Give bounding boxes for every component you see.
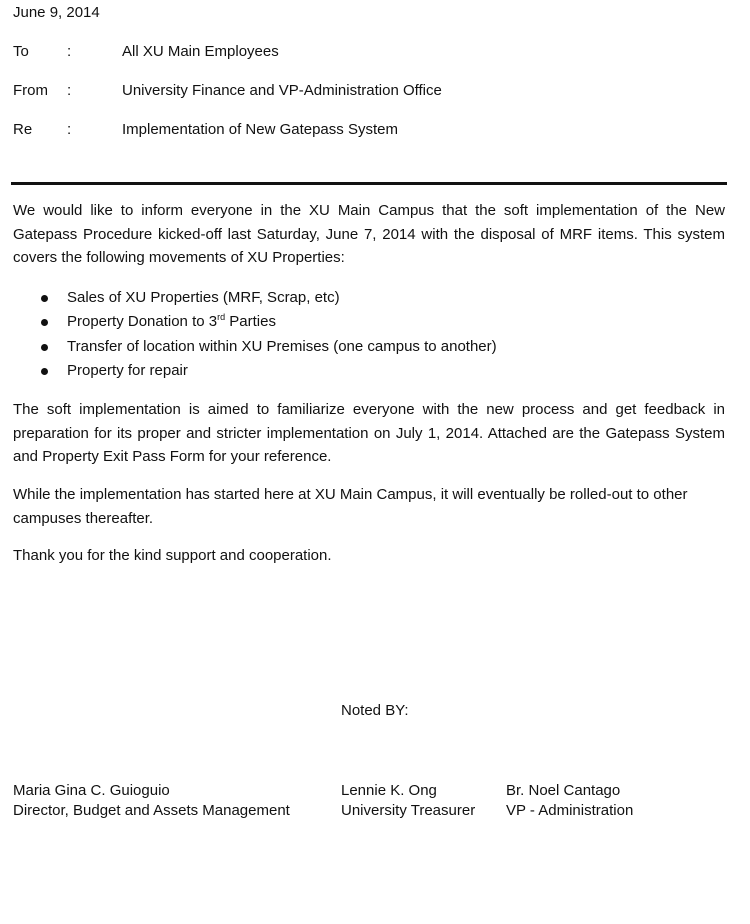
ordinal-suffix: rd bbox=[217, 312, 226, 323]
signatory-name: Maria Gina C. Guioguio bbox=[13, 782, 170, 799]
thanks-line: Thank you for the kind support and cooperation. bbox=[13, 547, 332, 564]
list-item bbox=[13, 335, 725, 359]
bullet-icon bbox=[41, 368, 48, 375]
signatory-title: VP - Administration bbox=[506, 802, 634, 819]
header-value-from: University Finance and VP-Administration Office bbox=[122, 82, 442, 99]
list-item-text: Transfer of location within XU Premises (one campus to another) bbox=[67, 337, 497, 355]
header-value-re: Implementation of New Gatepass System bbox=[122, 121, 398, 138]
header-label-from: From bbox=[13, 82, 48, 99]
movements-list bbox=[13, 286, 725, 383]
header-colon: : bbox=[67, 43, 72, 60]
rollout-paragraph: While the implementation has started here at XU Main Campus, it will eventually be rolled-out to other campuses thereafter. bbox=[13, 486, 688, 527]
signatory-title: Director, Budget and Assets Management bbox=[13, 802, 290, 819]
bullet-icon bbox=[41, 319, 48, 326]
list-item bbox=[13, 286, 725, 310]
header-colon: : bbox=[67, 82, 72, 99]
header-label-re: Re bbox=[13, 121, 33, 138]
signatory-name: Br. Noel Cantago bbox=[506, 782, 621, 799]
header-label-to: To bbox=[13, 43, 29, 60]
list-item-text: Sales of XU Properties (MRF, Scrap, etc) bbox=[67, 289, 340, 306]
list-item-text: Property for repair bbox=[67, 361, 188, 379]
bullet-icon bbox=[41, 295, 48, 302]
memo-date: June 9, 2014 bbox=[13, 4, 100, 21]
header-colon: : bbox=[67, 121, 72, 138]
header-divider bbox=[11, 182, 727, 185]
header-value-to: All XU Main Employees bbox=[122, 43, 279, 60]
bullet-icon bbox=[41, 344, 48, 351]
list-item-text: Property Donation to 3rd Parties bbox=[67, 312, 276, 331]
signatory-name: Lennie K. Ong bbox=[341, 782, 437, 799]
intro-paragraph: We would like to inform everyone in the XU Main Campus that the soft implementation of the New Gatepass Procedure kicked-off last Saturday, June 7, 2014 with the disposal of MRF items. This system covers the following movements of XU Properties: bbox=[13, 202, 725, 266]
list-item bbox=[13, 310, 725, 334]
noted-by-label: Noted BY: bbox=[341, 702, 409, 719]
implementation-paragraph: The soft implementation is aimed to familiarize everyone with the new process and get feedback in preparation for its proper and stricter implementation on July 1, 2014. Attached are the Gatepass System and Property Exit Pass Form for your reference. bbox=[13, 401, 725, 465]
signatory-title: University Treasurer bbox=[341, 802, 476, 819]
list-item bbox=[13, 359, 725, 383]
